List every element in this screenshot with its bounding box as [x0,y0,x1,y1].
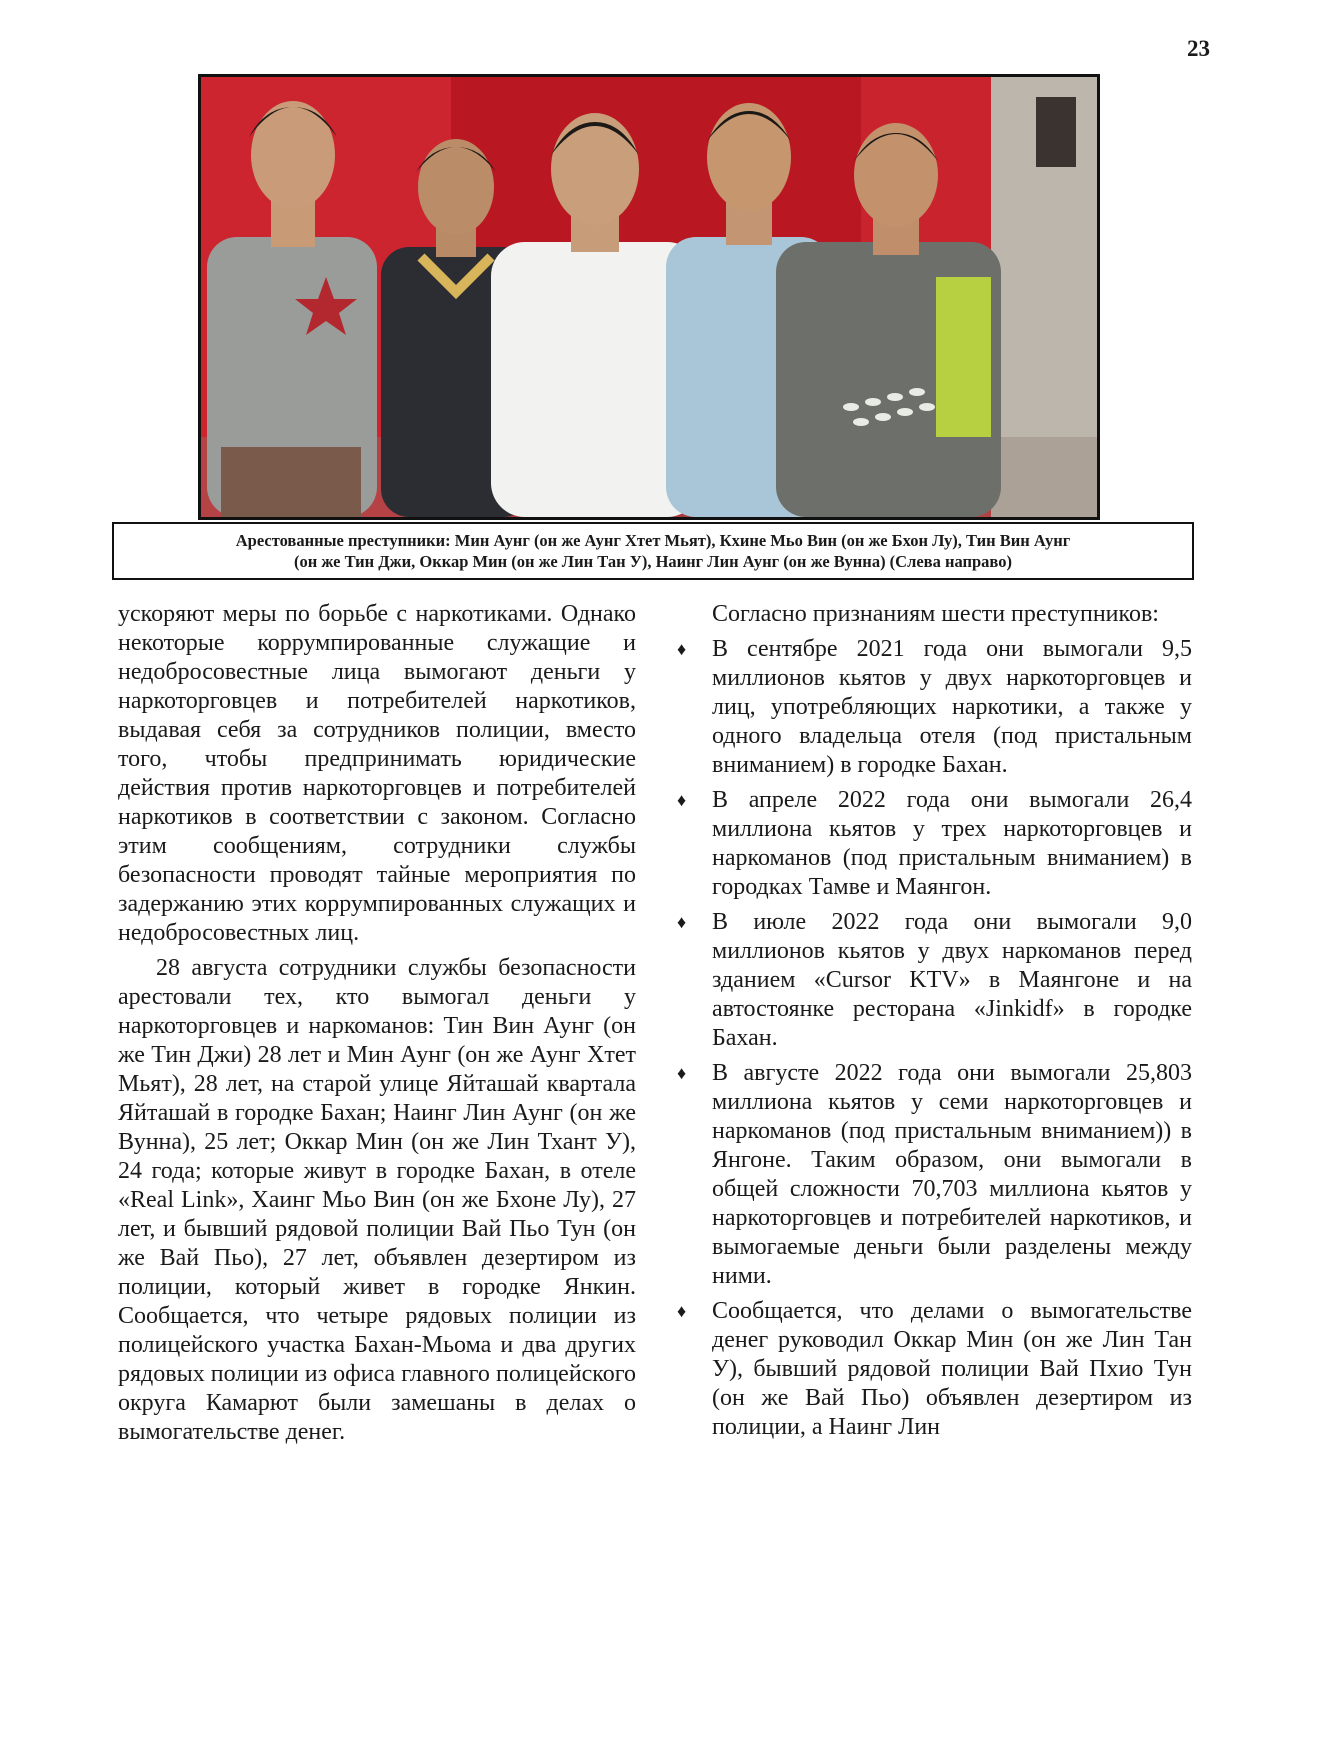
diamond-bullet-icon: ♦ [677,790,687,810]
list-item: ♦ В июле 2022 года они вымогали 9,0 миллионов кьятов у двух наркоманов перед зданием «Cursor KTV» в Маянгоне и на автостоянке ресторана «Jinkidf» в городке Бахан. [677,909,1192,1051]
caption-line-1: Арестованные преступники: Мин Аунг (он же Аунг Хтет Мьят), Кхине Мьо Вин (он же Бхон Лу), Тин Вин Аунг [235,531,1071,550]
arrested-men-photo [198,74,1100,520]
list-item: ♦ В сентябре 2021 года они вымогали 9,5 миллионов кьятов у двух наркоторговцев и лиц, употребляющих наркотики, а также у одного владельца отеля (под пристальным вниманием) в городке Бахан. [677,636,1192,778]
page-number: 23 [1187,36,1210,61]
left-paragraph-2: 28 августа сотрудники службы безопасности арестовали тех, кто вымогал деньги у наркоторговцев и наркоманов: Тин Вин Аунг (он же Тин Джи) 28 лет и Мин Аунг (он же Аунг Хтет Мьят), 28 лет, на старой улице Яйташай квартала Яйташай в городке Бахан; Наинг Лин Аунг (он же Вунна), 25 лет; Оккар Мин (он же Лин Тхант У), 24 года; которые живут в городке Бахан, в отеле «Real Link», Хаинг Мьо Вин (он же Бхоне Лу), 27 лет, и бывший рядовой полиции Вай Пьо Тун (он же Вай Пьо), 27 лет, объявлен дезертиром из полиции, который живет в городке Янкин. Сообщается, что четыре рядовых полиции из полицейского участка Бахан-Мьома и два других рядовых полиции из офиса главного полицейского округа Камарют были замешаны в делах о вымогательстве денег. [118,955,636,1445]
list-item: ♦ В августе 2022 года они вымогали 25,803 миллиона кьятов у семи наркоторговцев и наркоманов (под пристальным вниманием)) в Янгоне. Таким образом, они вымогали в общей сложности 70,703 миллиона кьятов у наркоторговцев и потребителей наркотиков, и вымогаемые деньги были разделены между ними. [677,1060,1192,1289]
list-item: ♦ Сообщается, что делами о вымогательстве денег руководил Оккар Мин (он же Лин Тан У), бывший рядовой полиции Вай Пхио Тун (он же Вай Пьо) объявлен дезертиром из полиции, а Наинг Лин [677,1298,1192,1440]
left-column [118,600,636,1447]
right-column [674,600,1192,1442]
list-item: ♦ В апреле 2022 года они вымогали 26,4 миллиона кьятов у трех наркоторговцев и наркоманов (под пристальным вниманием) в городках Тамве и Маянгон. [677,787,1192,900]
caption-line-2: (он же Тин Джи, Оккар Мин (он же Лин Тан У), Наинг Лин Аунг (он же Вунна) (Слева направо) [294,552,1012,571]
diamond-bullet-icon: ♦ [677,639,687,659]
diamond-bullet-icon: ♦ [677,912,687,932]
right-intro: Согласно признаниям шести преступников: [712,601,1159,627]
diamond-bullet-icon: ♦ [677,1301,687,1321]
bullet-list [674,635,1192,1442]
photo-illustration [201,77,1097,517]
photo-caption [112,522,1194,580]
left-paragraph-1: ускоряют меры по борьбе с наркотиками. Однако некоторые коррумпированные служащие и недобросовестные лица вымогают деньги у наркоторговцев и потребителей наркотиков, выдавая себя за сотрудников полиции, вместо того, чтобы предпринимать юридические действия против наркоторговцев и потребителей наркотиков в соответствии с законом. Согласно этим сообщениям, сотрудники службы безопасности проводят тайные мероприятия по задержанию этих коррумпированных служащих и недобросовестных лиц. [118,601,636,946]
diamond-bullet-icon: ♦ [677,1063,687,1083]
